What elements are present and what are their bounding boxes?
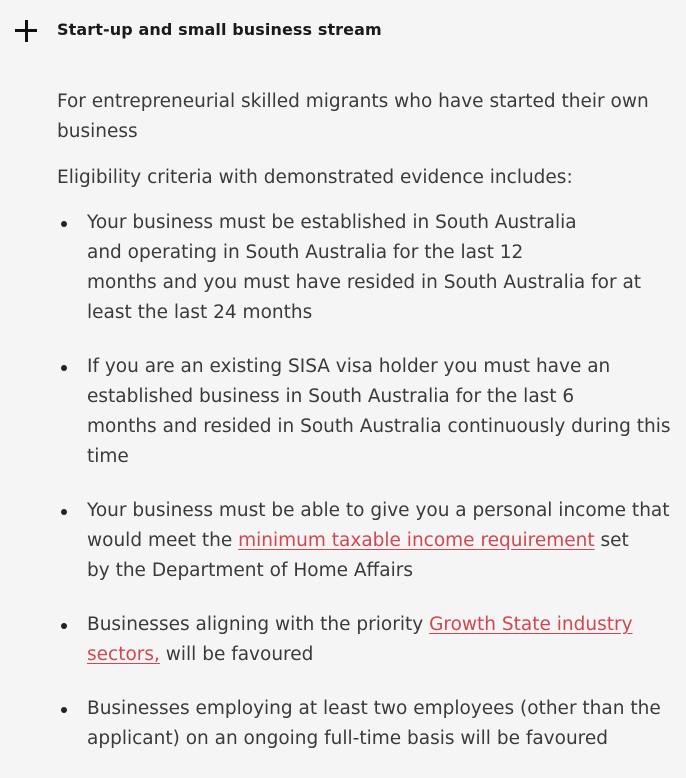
criteria-list <box>57 208 677 754</box>
accordion-content <box>57 87 677 778</box>
criteria-item <box>57 496 677 586</box>
criteria-item <box>57 208 677 328</box>
criteria-line: time <box>87 446 129 467</box>
minimum-taxable-income-link[interactable]: minimum taxable income requirement <box>238 530 595 551</box>
criteria-item <box>57 610 677 670</box>
criteria-line: and operating in South Australia for the last 12 <box>87 242 524 263</box>
criteria-text: will be favoured <box>159 644 314 665</box>
criteria-line: Your business must be able to give you a personal income that <box>87 500 670 521</box>
intro-paragraph <box>57 87 677 147</box>
criteria-line: months and you must have resided in South Australia for at <box>87 272 642 293</box>
plus-icon[interactable] <box>15 20 37 42</box>
criteria-line <box>87 610 677 640</box>
criteria-line <box>87 640 677 670</box>
criteria-line: established business in South Australia for the last 6 <box>87 386 575 407</box>
growth-state-sectors-link[interactable]: Growth State industry <box>429 614 633 635</box>
criteria-line <box>87 526 677 556</box>
accordion-header-startup-stream[interactable] <box>0 0 686 62</box>
criteria-line: applicant) on an ongoing full-time basis will be favoured <box>87 728 608 749</box>
criteria-line: months and resided in South Australia continuously during this <box>87 416 671 437</box>
criteria-text: set <box>594 530 629 551</box>
criteria-text: would meet the <box>87 530 239 551</box>
criteria-item <box>57 352 677 472</box>
growth-state-sectors-link[interactable]: sectors, <box>87 644 160 665</box>
criteria-line: Businesses employing at least two employees (other than the <box>87 698 661 719</box>
accordion-title: Start-up and small business stream <box>57 20 382 39</box>
criteria-line: by the Department of Home Affairs <box>87 560 413 581</box>
criteria-lead: Eligibility criteria with demonstrated evidence includes: <box>57 167 573 188</box>
criteria-line: If you are an existing SISA visa holder you must have an <box>87 356 611 377</box>
criteria-line: Your business must be established in South Australia <box>87 212 577 233</box>
intro-line: business <box>57 121 138 142</box>
criteria-text: Businesses aligning with the priority <box>87 614 430 635</box>
intro-line: For entrepreneurial skilled migrants who have started their own <box>57 91 649 112</box>
criteria-line: least the last 24 months <box>87 302 313 323</box>
criteria-item <box>57 694 677 754</box>
